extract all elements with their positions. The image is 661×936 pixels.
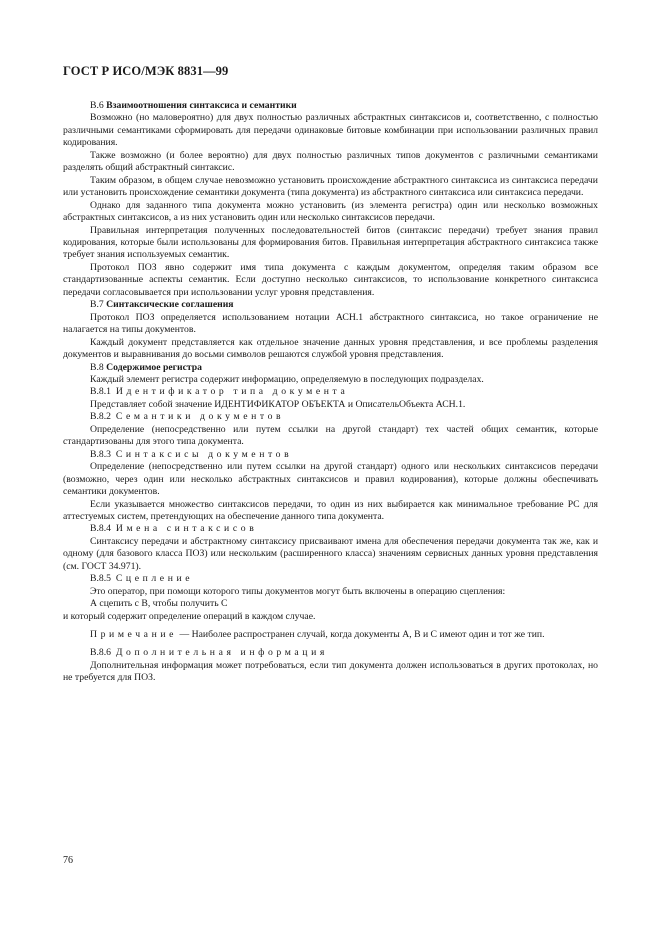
paragraph: Определение (непосредственно или путем ссылки на другой стандарт) тех частей общих семантик, которые стандартизованы для этого типа документа. bbox=[63, 423, 598, 448]
subsection-b8-5-heading bbox=[63, 573, 598, 585]
subsection-number: B.8.5 bbox=[90, 573, 111, 585]
note bbox=[63, 629, 598, 641]
subsection-number: B.8.1 bbox=[90, 386, 111, 398]
paragraph: А сцепить с В, чтобы получить С bbox=[90, 598, 228, 610]
paragraph: Также возможно (и более вероятно) для двух полностью различных типов документов с различными семантиками разделять общий абстрактный синтаксис. bbox=[63, 149, 598, 174]
section-title: Взаимоотношения синтаксиса и семантики bbox=[106, 100, 297, 111]
subsection-number: B.8.6 bbox=[90, 647, 111, 659]
subsection-title: Дополнительная информация bbox=[115, 647, 328, 659]
paragraph: и который содержит определение операций в каждом случае. bbox=[63, 610, 316, 622]
paragraph: Однако для заданного типа документа можно установить (из элемента регистра) один или несколько возможных абстрактных синтаксисов, а из них установить один или несколько синтаксисов передачи. bbox=[63, 199, 598, 224]
note-text: — Наиболее распространен случай, когда документы А, В и С имеют один и тот же тип. bbox=[177, 629, 545, 641]
paragraph: Если указывается множество синтаксисов передачи, то один из них выбирается как минимальное требование PC для аттестуемых систем, претендующих на обеспечение данного типа документа. bbox=[63, 498, 598, 522]
paragraph: Таким образом, в общем случае невозможно установить происхождение абстрактного синтаксиса из синтаксиса передачи или установить происхождение семантики документа (типа документа) из абстрактного синтаксиса или синтаксиса передачи. bbox=[63, 174, 598, 199]
subsection-title: Имена синтаксисов bbox=[115, 523, 258, 535]
subsection-title: Семантики документов bbox=[115, 411, 285, 423]
section-b7-heading bbox=[63, 299, 598, 311]
paragraph: Синтаксису передачи и абстрактному синтаксису присваивают имена для обеспечения передачи документа так же, как и одному (для базового класса ПОЗ) или нескольким (расширенного класса) значениям сервисных данных уровня представления (см. ГОСТ 34.971). bbox=[63, 535, 598, 572]
section-b6-heading bbox=[63, 100, 598, 112]
subsection-b8-3-heading bbox=[63, 449, 598, 461]
paragraph: Дополнительная информация может потребоваться, если тип документа должен использоваться в других протоколах, но не требуется для ПОЗ. bbox=[63, 659, 598, 684]
paragraph: Каждый документ представляется как отдельное значение данных уровня представления, и все проблемы разделения документов и выравнивания до восьми символов решаются службой уровня представления. bbox=[63, 336, 598, 361]
paragraph: Возможно (но маловероятно) для двух полностью различных абстрактных синтаксисов и, соответственно, с полностью различными семантиками сформировать для передачи одинаковые битовые комбинации при использовании различных правил кодирования. bbox=[63, 112, 598, 149]
standard-header: ГОСТ Р ИСО/МЭК 8831—99 bbox=[63, 64, 229, 78]
subsection-b8-2-heading bbox=[63, 411, 598, 423]
paragraph: Протокол ПОЗ определяется использованием нотации АСН.1 абстрактного синтаксиса, но такое ограничение не налагается на типы документов. bbox=[63, 311, 598, 336]
subsection-title: Сцепление bbox=[115, 573, 194, 585]
note-label: Примечание bbox=[90, 629, 178, 641]
paragraph: Представляет собой значение ИДЕНТИФИКАТОР ОБЪЕКТА и ОписательОбъекта АСН.1. bbox=[90, 398, 466, 410]
page-number: 76 bbox=[63, 855, 73, 866]
subsection-number: B.8.3 bbox=[90, 448, 111, 460]
section-number: B.8 bbox=[90, 361, 104, 373]
subsection-b8-6-heading bbox=[63, 647, 598, 659]
section-title: Содержимое регистра bbox=[106, 361, 203, 373]
subsection-title: Синтаксисы документов bbox=[115, 448, 293, 460]
section-number: B.6 bbox=[90, 100, 104, 111]
paragraph: Это оператор, при помощи которого типы документов могут быть включены в операцию сцепления: bbox=[90, 585, 506, 597]
paragraph: Каждый элемент регистра содержит информацию, определяемую в последующих подразделах. bbox=[90, 373, 484, 385]
section-b8-heading bbox=[63, 362, 598, 374]
document-body bbox=[63, 100, 598, 685]
subsection-b8-4-heading bbox=[63, 523, 598, 535]
section-number: B.7 bbox=[90, 299, 104, 311]
subsection-number: B.8.2 bbox=[90, 411, 111, 423]
subsection-number: B.8.4 bbox=[90, 523, 111, 535]
paragraph: Протокол ПОЗ явно содержит имя типа документа с каждым документом, определяя таким образом все стандартизованные аспекты семантик. Если доступно несколько синтаксисов, то использование конкретного синтаксиса передачи согласовывается при использовании услуг уровня представления. bbox=[63, 261, 598, 298]
paragraph: Определение (непосредственно или путем ссылки на другой стандарт) одного или нескольких синтаксисов передачи (возможно, через один или несколько абстрактных синтаксисов и правил кодирования), которые должны обеспечивать семантики документов. bbox=[63, 461, 598, 498]
subsection-b8-1-heading bbox=[63, 386, 598, 398]
paragraph: Правильная интерпретация полученных последовательностей битов (синтаксис передачи) требует знания правил кодирования, которые были использованы для формирования битов. Правильная интерпретация абстрактного синтаксиса также требует знания используемых семантик. bbox=[63, 224, 598, 261]
subsection-title: Идентификатор типа документа bbox=[115, 386, 349, 398]
section-title: Синтаксические соглашения bbox=[106, 299, 234, 311]
